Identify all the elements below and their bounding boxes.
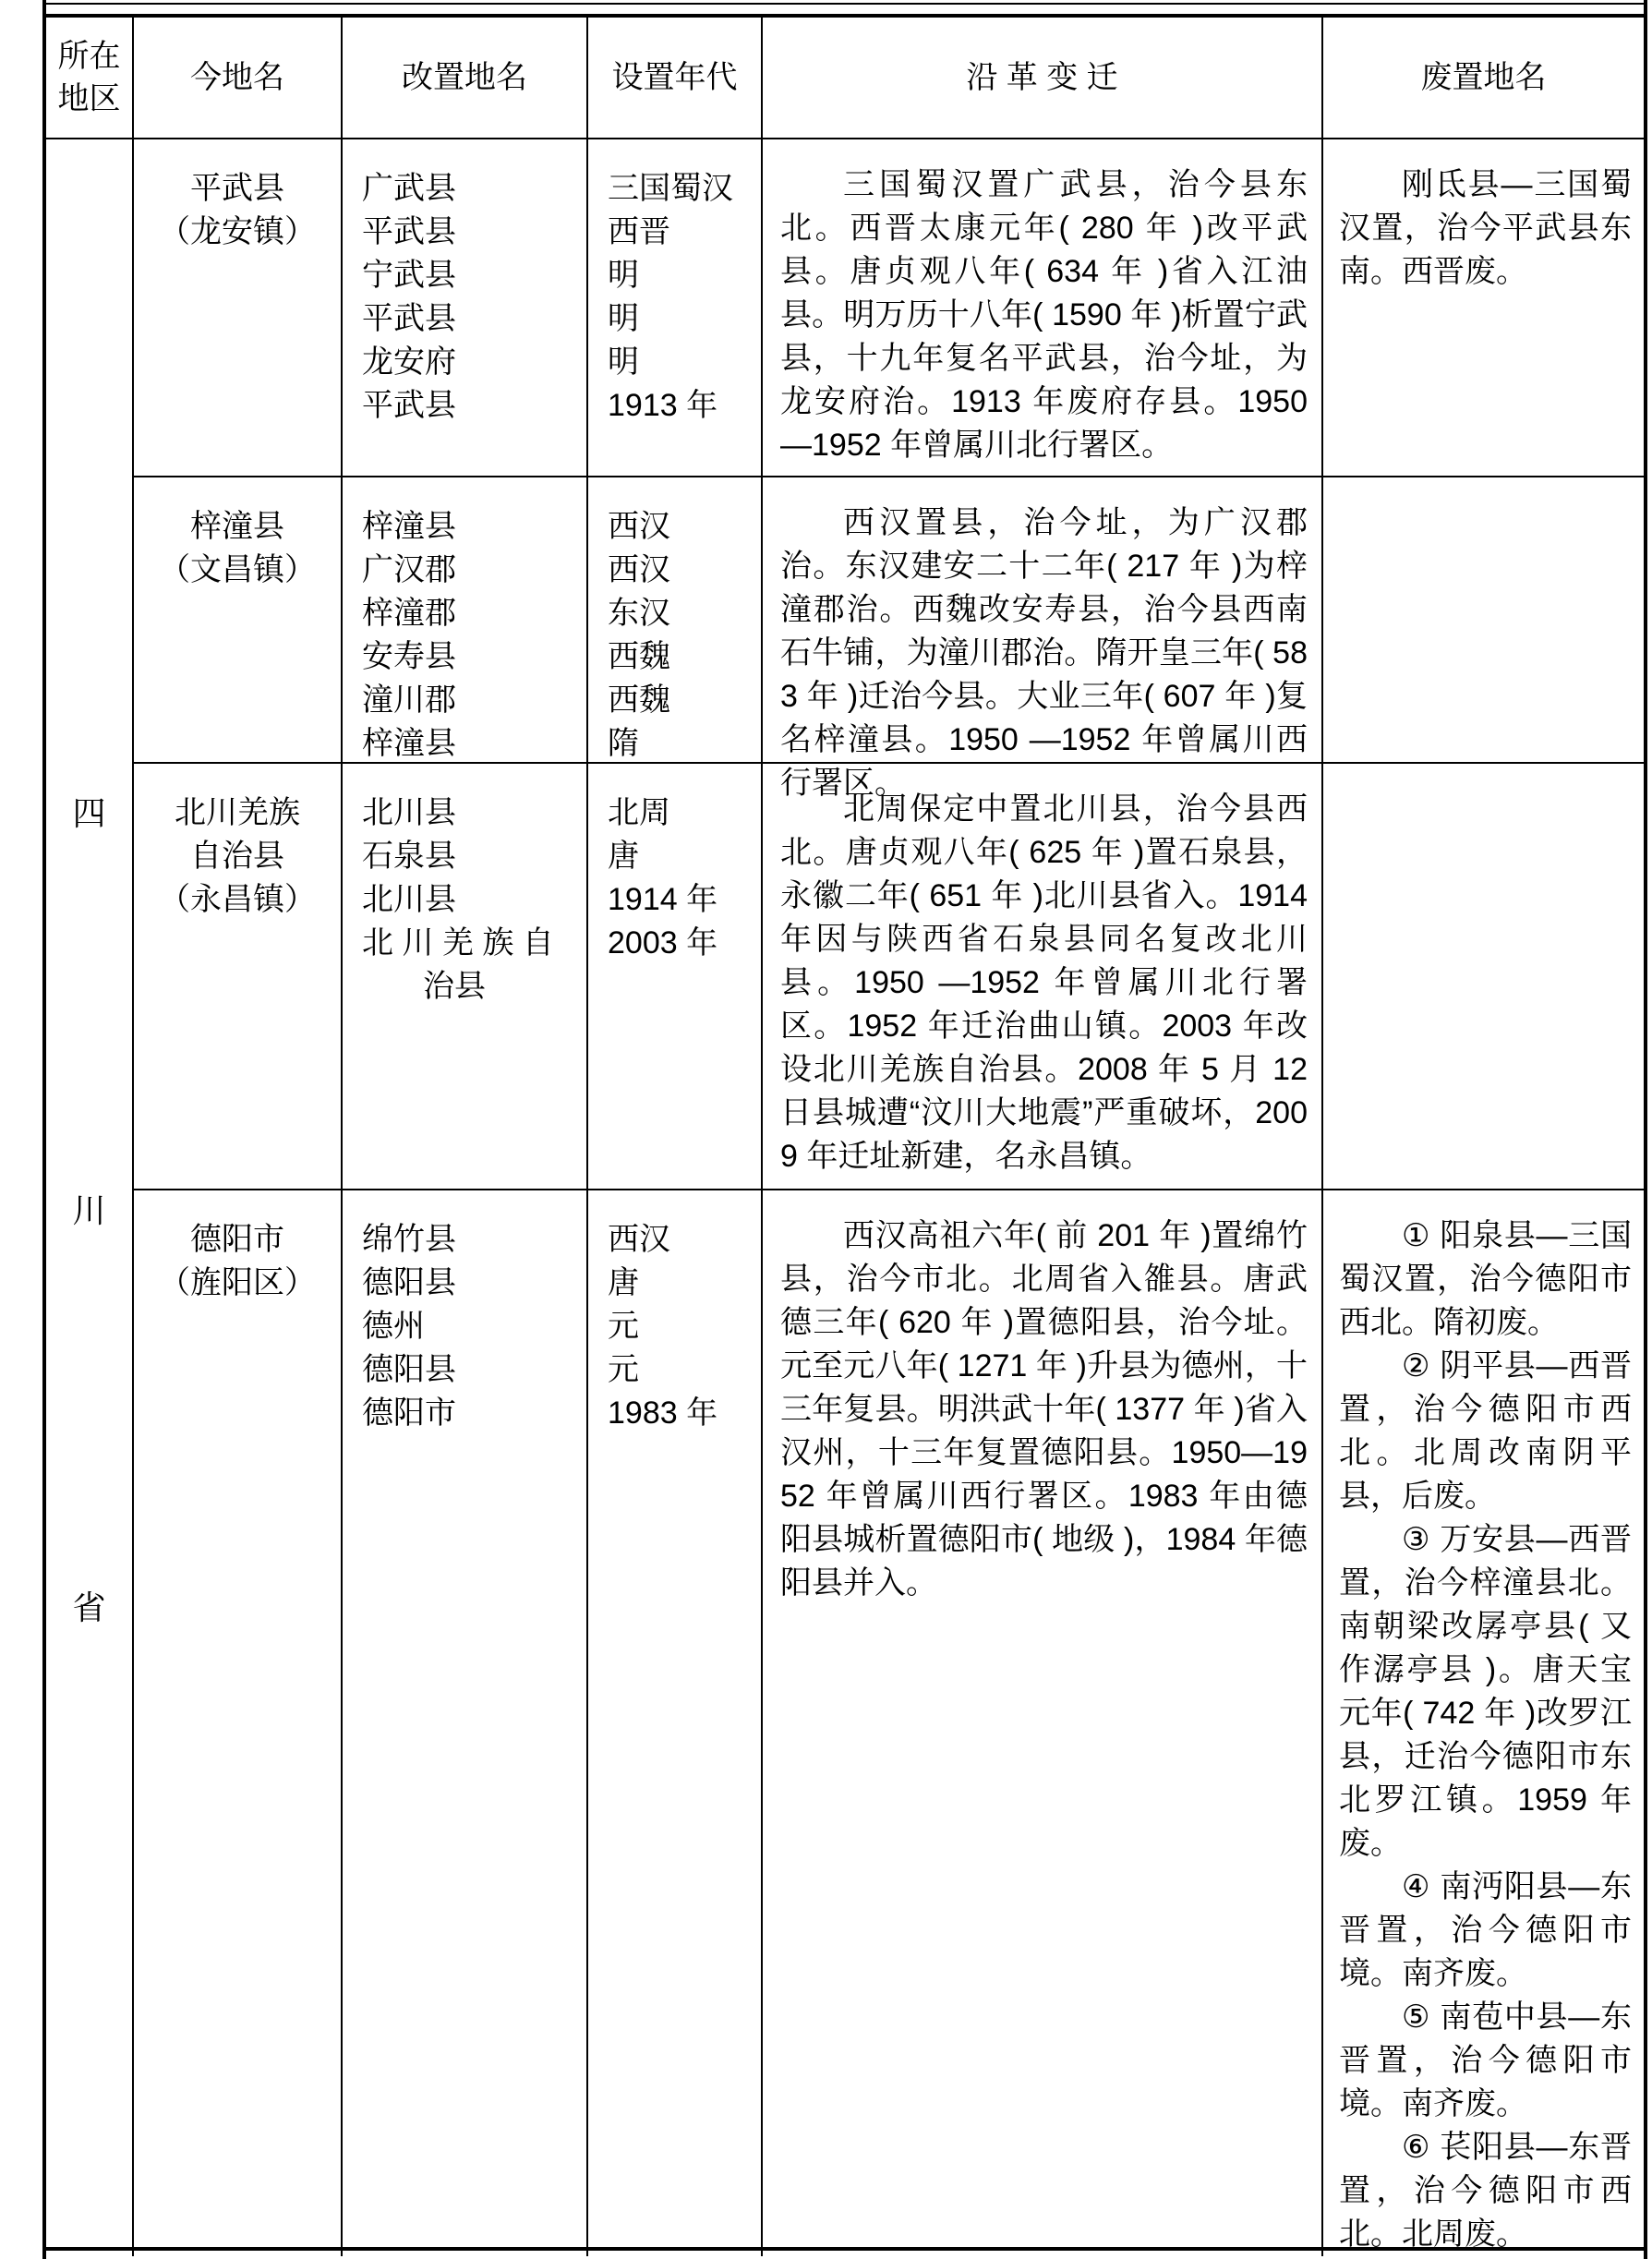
era-item: 西汉 bbox=[608, 1222, 670, 1257]
renamed-item: 绵竹县 bbox=[362, 1222, 456, 1257]
renamed-item: 平武县 bbox=[362, 301, 456, 336]
province-char-2: 川 bbox=[72, 1191, 106, 1229]
province-char-3: 省 bbox=[72, 1589, 106, 1626]
evolution-cell bbox=[763, 1190, 1323, 2256]
header-renamed: 改置地名 bbox=[343, 18, 588, 139]
renamed-item: 平武县 bbox=[362, 214, 456, 249]
era-item: 唐 bbox=[608, 839, 639, 874]
header-region-line1: 所在 bbox=[57, 39, 121, 74]
renamed-item: 梓潼郡 bbox=[362, 596, 456, 631]
evolution-text: 三国蜀汉置广武县，治今县东北。西晋太康元年( 280 年 )改平武县。唐贞观八年( 634 年 )省入江油县。明万历十八年( 1590 年 )析置宁武县，十九年复名平武县，治今址，为龙安府治。1913 年废府存县。1950 —1952 年曾属川北行署区。 bbox=[780, 167, 1308, 463]
renamed-item: 北川县 bbox=[362, 882, 456, 917]
renamed-item: 石泉县 bbox=[362, 839, 456, 874]
header-abolished: 废置地名 bbox=[1323, 18, 1644, 139]
renamed-item: 龙安府 bbox=[362, 344, 456, 380]
today-name-cell bbox=[134, 477, 343, 764]
era-cell bbox=[588, 139, 763, 477]
gazetteer-table bbox=[42, 14, 1647, 2251]
renamed-item: 北 川 羌 族 自 bbox=[362, 925, 554, 960]
today-name-cell bbox=[134, 764, 343, 1190]
today-name-cell bbox=[134, 139, 343, 477]
today-name: 梓潼县 bbox=[190, 509, 284, 544]
page-top-rule bbox=[42, 3, 1647, 5]
today-name: 德阳市 bbox=[190, 1222, 284, 1257]
era-item: 三国蜀汉 bbox=[608, 171, 733, 206]
renamed-cell bbox=[343, 764, 588, 1190]
province-cell bbox=[46, 139, 134, 2256]
evolution-cell bbox=[763, 764, 1323, 1190]
abolished-cell bbox=[1323, 139, 1644, 477]
renamed-item: 宁武县 bbox=[362, 258, 456, 293]
abolished-cell-empty bbox=[1323, 477, 1644, 764]
abolished-item: 刚氐县—三国蜀汉置，治今平武县东南。西晋废。 bbox=[1339, 167, 1632, 289]
renamed-item-wrap: 治县 bbox=[423, 969, 486, 1004]
renamed-item: 平武县 bbox=[362, 388, 456, 423]
evolution-cell bbox=[763, 477, 1323, 801]
evolution-cell bbox=[763, 139, 1323, 477]
renamed-cell bbox=[343, 139, 588, 477]
today-name: 平武县 bbox=[190, 171, 284, 206]
renamed-item: 安寿县 bbox=[362, 639, 456, 674]
era-item: 西晋 bbox=[608, 214, 670, 249]
era-item: 1914 年 bbox=[608, 882, 718, 917]
renamed-item: 德州 bbox=[362, 1309, 425, 1344]
abolished-item: ⑤ 南苞中县—东晋置，治今德阳市境。南齐废。 bbox=[1339, 1999, 1632, 2121]
abolished-item: ① 阳泉县—三国蜀汉置，治今德阳市西北。隋初废。 bbox=[1339, 1218, 1632, 1340]
era-item: 1983 年 bbox=[608, 1395, 718, 1431]
evolution-text: 西汉高祖六年( 前 201 年 )置绵竹县，治今市北。北周省入雒县。唐武德三年( 620 年 )置德阳县，治今址。元至元八年( 1271 年 )升县为德州，十三年复县。明洪武十年( 1377 年 )省入汉州，十三年复置德阳县。1950—1952 年曾属川西行署区。1983 年由德阳县城析置德阳市( 地级 )，1984 年德阳县并入。 bbox=[780, 1218, 1308, 1601]
today-name: 自治县 bbox=[190, 839, 284, 874]
abolished-cell bbox=[1323, 1190, 1644, 2256]
renamed-item: 德阳县 bbox=[362, 1265, 456, 1300]
era-item: 元 bbox=[608, 1309, 639, 1344]
era-item: 北周 bbox=[608, 795, 670, 830]
evolution-text: 西汉置县，治今址，为广汉郡治。东汉建安二十二年( 217 年 )为梓潼郡治。西魏改安寿县，治今县西南石牛铺，为潼川郡治。隋开皇三年( 583 年 )迁治今县。大业三年( 607 年 )复名梓潼县。1950 —1952 年曾属川西行署区。 bbox=[780, 505, 1308, 801]
today-name-town: （龙安镇） bbox=[159, 214, 316, 249]
era-item: 明 bbox=[608, 258, 639, 293]
era-item: 明 bbox=[608, 301, 639, 336]
era-item: 西汉 bbox=[608, 552, 670, 587]
today-name-town: （永昌镇） bbox=[159, 882, 316, 917]
border-stub-top-right bbox=[1644, 0, 1647, 14]
header-region bbox=[46, 18, 134, 139]
renamed-item: 北川县 bbox=[362, 795, 456, 830]
abolished-item: ④ 南沔阳县—东晋置，治今德阳市境。南齐废。 bbox=[1339, 1869, 1632, 1991]
renamed-item: 梓潼县 bbox=[362, 726, 456, 761]
era-item: 隋 bbox=[608, 726, 639, 761]
abolished-item: ② 阴平县—西晋置，治今德阳市西北。北周改南阴平县，后废。 bbox=[1339, 1348, 1632, 1514]
renamed-item: 梓潼县 bbox=[362, 509, 456, 544]
era-item: 元 bbox=[608, 1352, 639, 1387]
header-era: 设置年代 bbox=[588, 18, 763, 139]
evolution-text: 北周保定中置北川县，治今县西北。唐贞观八年( 625 年 )置石泉县，永徽二年( 651 年 )北川县省入。1914 年因与陕西省石泉县同名复改北川县。1950 —1952 年曾属川北行署区。1952 年迁治曲山镇。2003 年改设北川羌族自治县。2008 年 5 月 12 日县城遭“汶川大地震”严重破坏，2009 年迁址新建，名永昌镇。 bbox=[780, 791, 1308, 1174]
renamed-cell bbox=[343, 1190, 588, 2256]
era-cell bbox=[588, 477, 763, 764]
era-item: 1913 年 bbox=[608, 388, 718, 423]
renamed-cell bbox=[343, 477, 588, 764]
today-name-town: （文昌镇） bbox=[159, 552, 316, 587]
era-item: 唐 bbox=[608, 1265, 639, 1300]
era-cell bbox=[588, 764, 763, 1190]
header-evolution: 沿 革 变 迁 bbox=[763, 18, 1323, 139]
renamed-item: 广汉郡 bbox=[362, 552, 456, 587]
abolished-item: ③ 万安县—西晋置，治今梓潼县北。南朝梁改孱亭县( 又作潺亭县 )。唐天宝元年( 742 年 )改罗江县，迁治今德阳市东北罗江镇。1959 年废。 bbox=[1339, 1522, 1632, 1861]
era-cell bbox=[588, 1190, 763, 2256]
border-stub-bottom-right bbox=[1644, 2251, 1647, 2259]
era-item: 西魏 bbox=[608, 639, 670, 674]
renamed-item: 广武县 bbox=[362, 171, 456, 206]
era-item: 西汉 bbox=[608, 509, 670, 544]
era-item: 东汉 bbox=[608, 596, 670, 631]
today-name: 北川羌族 bbox=[175, 795, 300, 830]
era-item: 西魏 bbox=[608, 683, 670, 718]
renamed-item: 德阳市 bbox=[362, 1395, 456, 1431]
era-item: 2003 年 bbox=[608, 925, 718, 960]
today-name-town: （旌阳区） bbox=[159, 1265, 316, 1300]
border-stub-top-left bbox=[42, 0, 46, 14]
renamed-item: 德阳县 bbox=[362, 1352, 456, 1387]
abolished-cell-empty bbox=[1323, 764, 1644, 1190]
era-item: 明 bbox=[608, 344, 639, 380]
renamed-item: 潼川郡 bbox=[362, 683, 456, 718]
abolished-item: ⑥ 苌阳县—东晋置，治今德阳市西北。北周废。 bbox=[1339, 2130, 1632, 2252]
header-region-line2: 地区 bbox=[57, 81, 121, 116]
today-name-cell bbox=[134, 1190, 343, 2256]
header-today-name: 今地名 bbox=[134, 18, 343, 139]
province-char-1: 四 bbox=[72, 794, 106, 832]
